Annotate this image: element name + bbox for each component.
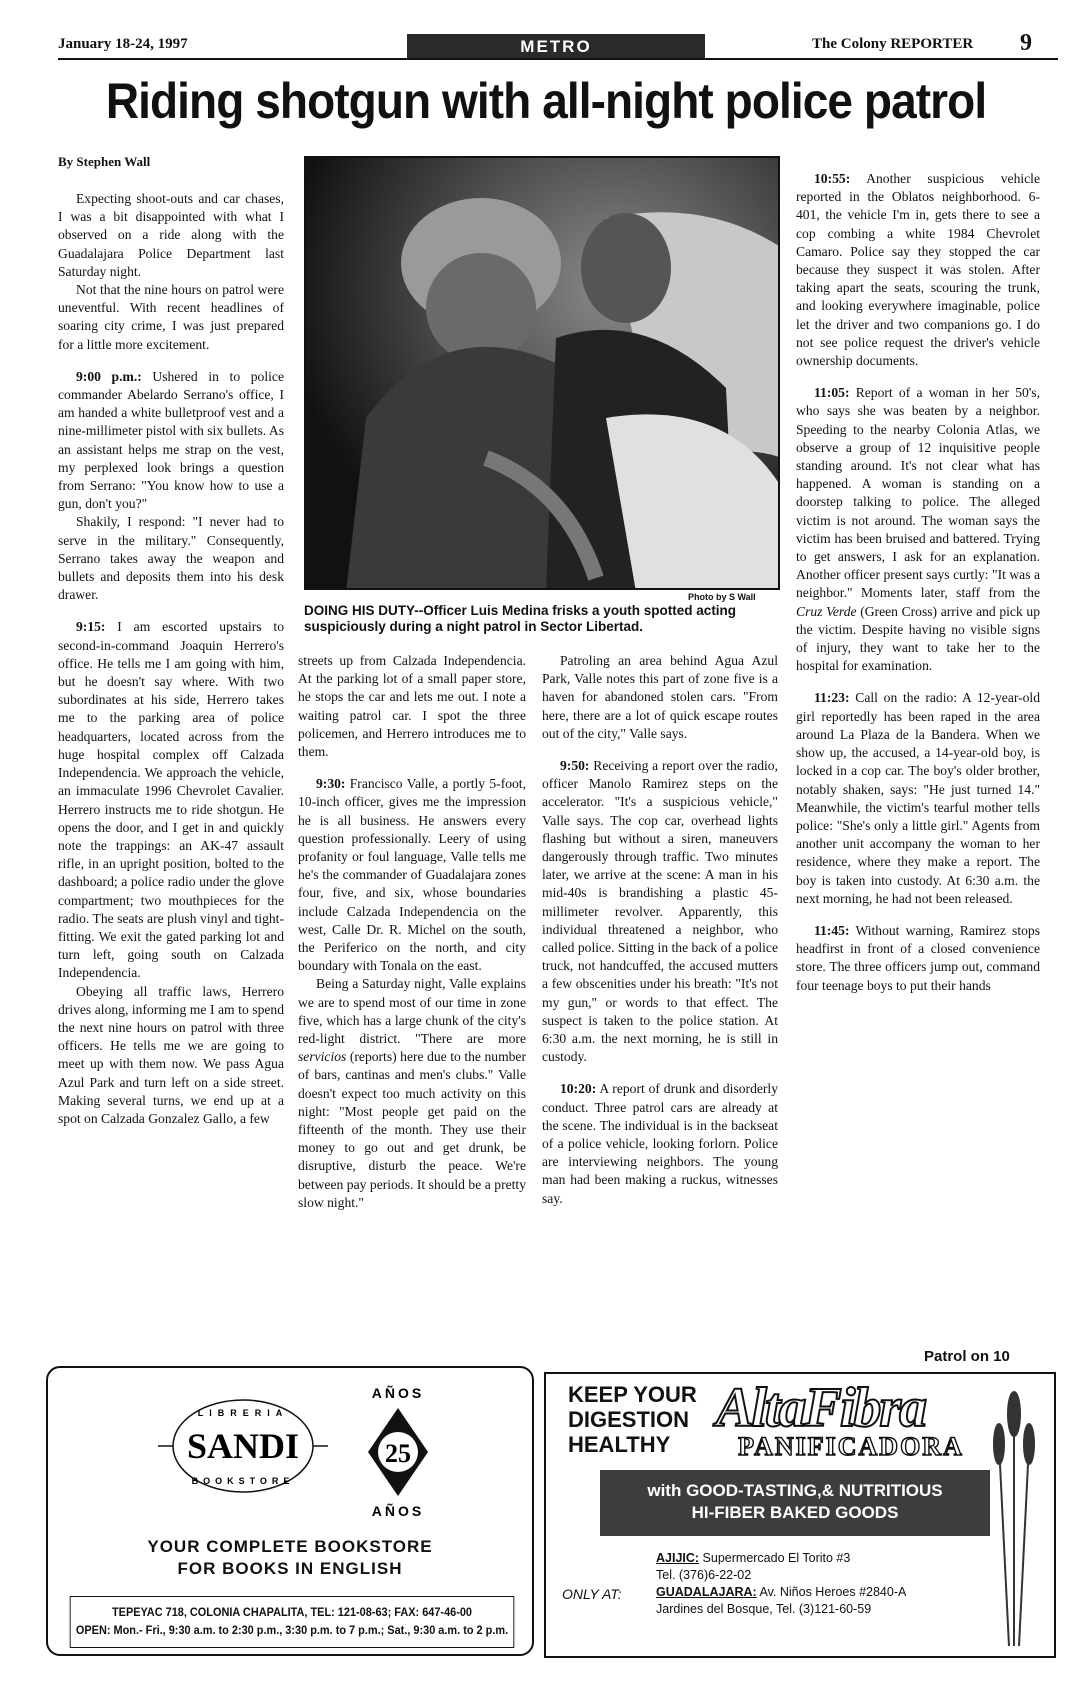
tagline-line: YOUR COMPLETE BOOKSTORE: [147, 1537, 433, 1556]
product-band: [600, 1470, 990, 1536]
paragraph-text: Report of a woman in her 50's, who says she was beaten by a neighbor. Speeding to the nearby Colonia Atlas, we observe a group of 12 inquisitive people standing around. It's not clear what has happened. A woman is standing on a doorstep talking to police. The alleged victim is not around. The woman says the victim has been bruised and battered. Trying to get answers, I ask for an explanation. Another officer present says curtly: "It was a neighbor." Moments later, staff from the: [796, 385, 1040, 601]
article-column-1: [58, 190, 284, 1340]
time-stamp: 10:20:: [560, 1081, 597, 1097]
location-city: AJIJIC:: [656, 1551, 700, 1565]
paragraph: [796, 689, 1040, 907]
paragraph-text: Call on the radio: A 12-year-old girl reportedly has been raped in the area around La Plaza de la Bandera. When we show up, the accused, a 14-year-old boy, is locked in a cop car. The boy's older brother, notably shaken, says: "He just turned 14." Meanwhile, the victim's tearful mother tells police: "She's only a little girl." Agents from another unit accompany the woman to her residence, where they make a report. The boy is taken into custody. At 6:30 a.m. the next morning, he had not been released.: [796, 690, 1040, 906]
anniversary-badge: [358, 1382, 438, 1522]
paragraph: [796, 922, 1040, 995]
time-stamp: 11:23:: [814, 690, 850, 706]
location-line: [656, 1550, 976, 1567]
paragraph-text: Ushered in to police commander Abelardo Serrano's office, I am handed a white bulletproof vest and a nine-millimeter pistol with six bullets. As an assistant helps me strap on the vest, my perplexed look brings a question from Serrano: "You know how to use a gun, don't you?": [58, 368, 284, 512]
anniversary-number: 25: [385, 1439, 411, 1468]
address-line: TEPEYAC 718, COLONIA CHAPALITA, TEL: 121-08-63; FAX: 647-46-00: [111, 1607, 473, 1619]
sandi-logo: [148, 1386, 338, 1506]
slogan-line: KEEP YOUR: [568, 1382, 697, 1407]
store-locations: [656, 1550, 976, 1618]
band-line: with GOOD-TASTING,& NUTRITIOUS: [647, 1481, 943, 1500]
paragraph: [58, 368, 284, 514]
paragraph: Shakily, I respond: "I never had to serve in the military." Consequently, Serrano takes away the weapon and bullets and deposits them into his desk drawer.: [58, 514, 284, 603]
band-line: HI-FIBER BAKED GOODS: [691, 1503, 899, 1522]
anos-bottom: AÑOS: [371, 1503, 425, 1519]
location-phone: Tel. (376)6-22-02: [656, 1568, 752, 1582]
photo-caption: DOING HIS DUTY--Officer Luis Medina frisks a youth spotted acting suspiciously during a night patrol in Sector Libertad.: [304, 603, 737, 634]
time-stamp: 9:15:: [76, 619, 106, 635]
paragraph-text: Another suspicious vehicle reported in the Oblatos neighborhood. 6-401, the vehicle I'm in, gets there to see a cop combing a white 1984 Chevrolet Camaro. Police say they stopped the car because they suspect it was stolen. After taking apart the seats, scouring the trunk, and looking everywhere imaginable, police let the driver and two companions go. I do not see police request the driver's vehicle ownership documents.: [796, 171, 1040, 369]
logo-ring-bottom: BOOKSTORE: [191, 1476, 295, 1486]
wheat-icon: [984, 1384, 1044, 1646]
time-stamp: 10:55:: [814, 171, 851, 186]
headline: Riding shotgun with all-night police patrol: [105, 73, 987, 129]
time-stamp: 11:05:: [814, 385, 850, 401]
paragraph-text: Receiving a report over the radio, officer Manolo Ramirez steps on the accelerator. "It's a suspicious vehicle," Valle says. The cop car, overhead lights flashing but without a siren, maneuvers dangerously through traffic. Two minutes later, we arrive at the scene: A man in his mid-40s is brandishing a plastic 45-millimeter revolver. Apparently, this individual threatened a neighbor, who called police. Sitting in the back of a police truck, not handcuffed, the accused mutters a few obscenities under his breath: "It's not my gun," or words to that effect. The suspect is taken to the police station. At 6:30 a.m. the next morning, he is still in custody.: [542, 758, 778, 1065]
photo-credit: Photo by S Wall: [688, 592, 756, 602]
news-photo: [304, 156, 780, 590]
italic-term: Cruz Verde: [796, 603, 857, 619]
ad-slogan: [568, 1382, 697, 1457]
paragraph: [796, 170, 1040, 370]
bookstore-tagline: [68, 1536, 512, 1580]
paragraph: [298, 775, 526, 975]
time-stamp: 9:00 p.m.:: [76, 368, 142, 384]
paragraph: Patroling an area behind Agua Azul Park, Valle notes this part of zone five is a haven for abandoned stolen cars. "From here, there are a lot of quick escape routes out of the city," Valle says.: [542, 653, 778, 741]
italic-term: servicios: [298, 1049, 347, 1065]
page-number: 9: [1020, 30, 1032, 56]
logo-name: SANDI: [186, 1426, 300, 1466]
paragraph-text: Being a Saturday night, Valle explains we are to spend most of our time in zone five, which has a large chunk of the city's red-light district. "There are more: [298, 976, 526, 1047]
paragraph: Obeying all traffic laws, Herrero drives along, informing me I am to spend the next nine hours on patrol with three officers. He tells me we are going to meet up with them now. We pass Agua Azul Park and turn left on a side street. Making several turns, we end up at a spot on Calzada Gonzalez Gallo, a few: [58, 983, 284, 1126]
time-stamp: 9:50:: [560, 758, 590, 774]
newspaper-name: The Colony REPORTER: [812, 36, 974, 52]
tagline-line: FOR BOOKS IN ENGLISH: [177, 1559, 403, 1578]
paragraph-text: A report of drunk and disorderly conduct. Three patrol cars are already at the scene. The individual is in the backseat of a police vehicle, looking forlorn. Police are interviewing neighbors. The young man had been making a ruckus, witnesses say.: [542, 1081, 778, 1206]
paragraph-text: Without warning, Ramirez stops headfirst in front of a closed convenience store. The three officers jump out, command four teenage boys to put their hands: [796, 922, 1040, 993]
location-line: [656, 1584, 976, 1601]
brand-subtitle: PANIFICADORA: [738, 1432, 964, 1461]
brand-logo: AltaFibra: [716, 1377, 926, 1439]
bookstore-ad: [46, 1366, 534, 1656]
location-address: Jardines del Bosque, Tel. (3)121-60-59: [656, 1602, 872, 1616]
byline: By Stephen Wall: [58, 154, 151, 169]
continued-jump: Patrol on 10: [924, 1348, 1010, 1365]
paragraph: [58, 618, 284, 982]
article-column-4: [796, 170, 1040, 1330]
paragraph-text: I am escorted upstairs to second-in-command Joaquin Herrero's office. He tells me I am going with him, but he doesn't say where. With two subordinates at his side, Herrero takes me to the parking area of police headquarters, located across from the huge hospital complex off Calzada Independencia. We approach the vehicle, an immaculate 1996 Chevrolet Cavalier. Herrero instructs me to ride shotgun. He opens the door, and I get in and quickly note the trappings: an AK-47 assault rifle, in an upright position, bolted to the dashboard; a police radio under the glove compartment; two mouthpieces for the radio. The seats are plush vinyl and tight-fitting. We exit the gated parking lot and turn left, going south on Calzada Independencia.: [58, 619, 284, 981]
logo-ring-top: LIBRERIA: [197, 1408, 289, 1418]
photo-illustration: [306, 158, 780, 590]
paragraph: [542, 1080, 778, 1207]
article-column-3: [542, 652, 778, 1352]
issue-date: January 18-24, 1997: [58, 36, 188, 52]
paragraph: Not that the nine hours on patrol were uneventful. With recent headlines of soaring city crime, I was just prepared for a little more excitement.: [58, 282, 284, 352]
paragraph: Expecting shoot-outs and car chases, I was a bit disappointed with what I observed on a ride along with the Guadalajara Police Department last Saturday night.: [58, 191, 284, 279]
article-column-2: [298, 652, 526, 1342]
paragraph-text: (Green Cross) arrive and pick up the victim. Despite having no visible signs of injury, they want to take her to the hospital for examination.: [796, 603, 1040, 674]
location-city: GUADALAJARA:: [656, 1585, 757, 1599]
paragraph: streets up from Calzada Independencia. At the parking lot of a small paper store, he stops the car and lets me out. I note a waiting patrol car. I spot the three policemen, and Herrero introduces me to them.: [298, 653, 526, 760]
time-stamp: 9:30:: [316, 776, 346, 792]
bakery-ad: [544, 1372, 1056, 1658]
hours-line: OPEN: Mon.- Fri., 9:30 a.m. to 2:30 p.m., 3:30 p.m. to 7 p.m.; Sat., 9:30 a.m. to 2 p.m.: [75, 1625, 509, 1637]
slogan-line: DIGESTION: [568, 1407, 690, 1432]
paragraph: [796, 384, 1040, 675]
header-rule: [58, 58, 1058, 60]
paragraph: [298, 975, 526, 1212]
section-label: METRO: [407, 34, 705, 60]
slogan-line: HEALTHY: [568, 1432, 671, 1457]
time-stamp: 11:45:: [814, 922, 850, 938]
paragraph-text: Francisco Valle, a portly 5-foot, 10-inch officer, gives me the impression he is all business. He answers every question professionally. Leery of using profanity or foul language, Valle tells me he's the commander of Guadalajara zones four, five, and six, whose boundaries include Calzada Independencia on the west, Calle Dr. R. Michel on the south, the Periferico on the north, and city boundary with Tonala on the east.: [298, 776, 526, 974]
location-text: Av. Niños Heroes #2840-A: [756, 1585, 907, 1599]
anos-top: AÑOS: [371, 1385, 425, 1401]
location-text: Supermercado El Torito #3: [699, 1551, 851, 1565]
only-at-label: ONLY AT:: [562, 1586, 622, 1602]
bookstore-address: [70, 1596, 515, 1648]
paragraph-text: (reports) here due to the number of bars, cantinas and men's clubs." Valle doesn't expect too much activity on this night: "Most people get paid on the fifteenth of the month. They use their money to go out and get drunk, be disruptive, disturb the peace. We're between pay periods. It should be a pretty slow night.": [298, 1049, 526, 1210]
paragraph: [542, 757, 778, 1066]
